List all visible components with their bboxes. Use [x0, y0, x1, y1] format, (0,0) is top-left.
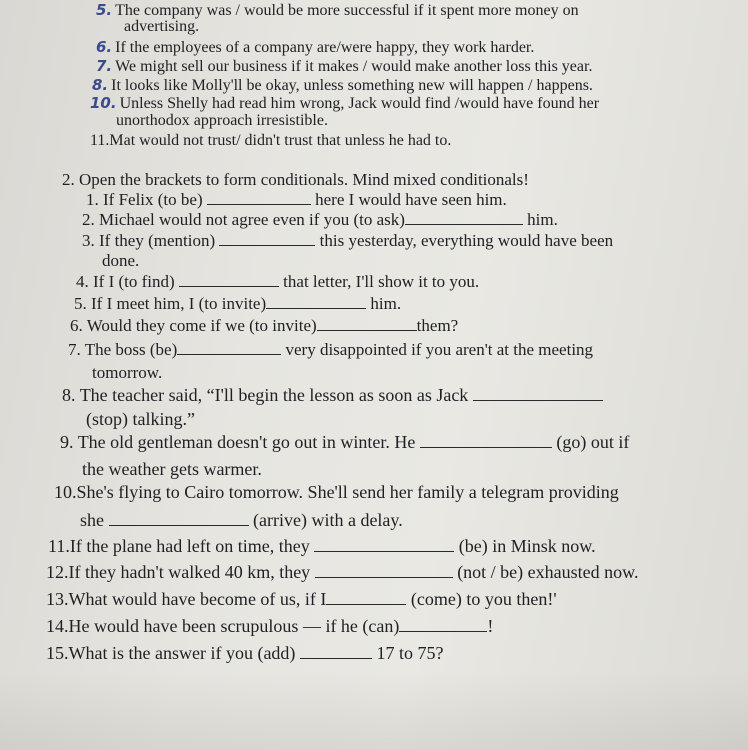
- answer-blank[interactable]: [207, 190, 311, 205]
- exercise-item-10-cont: she (arrive) with a delay.: [80, 510, 403, 530]
- answer-blank[interactable]: [219, 231, 315, 246]
- prev-item-7: 7. We might sell our business if it makes / would make another loss this year.: [96, 57, 593, 75]
- exercise-item-9-cont: the weather gets warmer.: [82, 459, 262, 479]
- exercise-heading: 2. Open the brackets to form conditionals. Mind mixed conditionals!: [62, 170, 529, 189]
- prev-item-8: 8. It looks like Molly'll be okay, unless something new will happen / happens.: [92, 76, 593, 94]
- answer-blank[interactable]: [179, 272, 279, 287]
- prev-item-11: 11.Mat would not trust/ didn't trust that unless he had to.: [90, 132, 452, 149]
- exercise-item-8: 8. The teacher said, “I'll begin the lesson as soon as Jack: [62, 385, 603, 405]
- handwritten-number: 10.: [90, 94, 117, 112]
- exercise-item-6: 6. Would they come if we (to invite) them?: [70, 316, 459, 335]
- prev-item-6: 6. If the employees of a company are/were happy, they work harder.: [96, 38, 535, 56]
- answer-blank[interactable]: [300, 644, 372, 659]
- prev-item-5-cont: advertising.: [124, 18, 200, 35]
- exercise-item-3: 3. If they (mention) this yesterday, everything would have been: [82, 231, 614, 250]
- answer-blank[interactable]: [266, 294, 366, 309]
- answer-blank[interactable]: [109, 511, 249, 526]
- answer-blank[interactable]: [317, 316, 417, 331]
- exercise-item-13: 13.What would have become of us, if I (come) to you then!': [46, 589, 557, 609]
- exercise-item-11: 11.If the plane had left on time, they (be) in Minsk now.: [48, 536, 596, 556]
- answer-blank[interactable]: [405, 210, 523, 225]
- exercise-item-8-cont: (stop) talking.”: [86, 409, 195, 429]
- prev-item-10-cont: unorthodox approach irresistible.: [116, 112, 328, 129]
- paper-shadow: [0, 670, 748, 750]
- exercise-item-3-cont: done.: [102, 251, 140, 270]
- exercise-item-9: 9. The old gentleman doesn't go out in winter. He (go) out if: [60, 432, 630, 452]
- answer-blank[interactable]: [473, 386, 603, 401]
- answer-blank[interactable]: [399, 617, 487, 632]
- answer-blank[interactable]: [177, 340, 281, 355]
- prev-item-10: 10. Unless Shelly had read him wrong, Jack would find /would have found her: [90, 94, 600, 112]
- exercise-item-12: 12.If they hadn't walked 40 km, they (not / be) exhausted now.: [46, 562, 639, 582]
- exercise-item-1: 1. If Felix (to be) here I would have seen him.: [86, 190, 507, 209]
- exercise-item-14: 14.He would have been scrupulous — if he (can) !: [46, 616, 494, 636]
- handwritten-number: 7.: [96, 57, 113, 75]
- exercise-item-5: 5. If I meet him, I (to invite) him.: [74, 294, 402, 313]
- exercise-item-10: 10.She's flying to Cairo tomorrow. She'll send her family a telegram providing: [54, 482, 619, 502]
- answer-blank[interactable]: [314, 537, 454, 552]
- handwritten-number: 8.: [92, 76, 109, 94]
- handwritten-number: 5.: [96, 1, 113, 19]
- exercise-item-7-cont: tomorrow.: [92, 363, 163, 382]
- prev-item-5: 5. The company was / would be more successful if it spent more money on: [96, 1, 579, 19]
- exercise-item-15: 15.What is the answer if you (add) 17 to 75?: [46, 643, 444, 663]
- exercise-item-7: 7. The boss (be) very disappointed if you aren't at the meeting: [68, 340, 594, 359]
- answer-blank[interactable]: [420, 433, 552, 448]
- exercise-item-2: 2. Michael would not agree even if you (to ask) him.: [82, 210, 558, 229]
- answer-blank[interactable]: [326, 590, 406, 605]
- exercise-item-4: 4. If I (to find) that letter, I'll show it to you.: [76, 272, 480, 291]
- handwritten-number: 6.: [96, 38, 113, 56]
- answer-blank[interactable]: [315, 563, 453, 578]
